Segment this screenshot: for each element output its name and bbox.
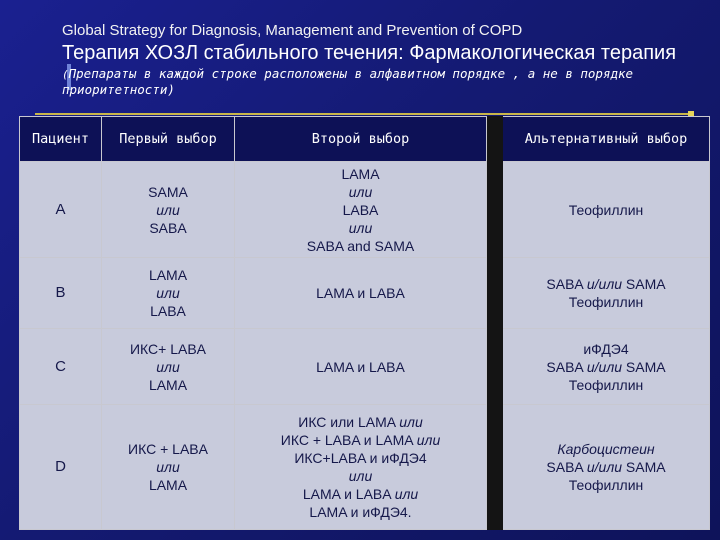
cell-line (237, 413, 484, 431)
cell-line: SAMA (148, 183, 188, 200)
header-spacer (487, 117, 503, 162)
cell-line (505, 275, 707, 293)
cell-text-or: или (416, 432, 441, 448)
table-row (20, 162, 710, 258)
cell-text-or: и/или (586, 459, 623, 475)
alternative-cell (503, 162, 710, 258)
spacer-cell (487, 405, 503, 530)
cell-line: Теофиллин (568, 201, 644, 218)
cell-line: ИКС + LABA (128, 441, 208, 457)
cell-text-or: или (394, 486, 419, 502)
cell-line: LAMA и иФДЭ4. (309, 504, 412, 520)
cell-text: LAMA и LABA (302, 486, 395, 502)
cell-line: LAMA (148, 376, 188, 393)
cell-line-or: или (156, 285, 180, 301)
alternative-cell (503, 405, 710, 530)
cell-text-or: и/или (586, 276, 623, 292)
spacer-cell (487, 329, 503, 405)
first-choice-cell (102, 329, 235, 405)
cell-text: SABA (546, 358, 587, 375)
cell-line: LABA (342, 201, 379, 218)
cell-line (505, 358, 707, 376)
patient-cell: B (20, 258, 102, 329)
therapy-table (19, 116, 710, 530)
patient-cell: D (20, 405, 102, 530)
cell-line-or: или (156, 358, 180, 375)
cell-line (505, 458, 707, 476)
patient-cell: C (20, 329, 102, 405)
cell-line-or: или (348, 468, 373, 484)
header-second-choice: Второй выбор (235, 117, 487, 162)
cell-line: Теофиллин (568, 294, 644, 310)
cell-line (237, 485, 484, 503)
cell-line-or: или (348, 183, 373, 200)
second-choice-cell (235, 258, 487, 329)
spacer-cell (487, 162, 503, 258)
cell-line-or: или (156, 201, 180, 218)
cell-text: SAMA (622, 358, 666, 375)
second-choice-cell (235, 162, 487, 258)
cell-line: Теофиллин (568, 477, 644, 493)
table-row (20, 405, 710, 530)
second-choice-cell (235, 329, 487, 405)
cell-text-or: или (399, 414, 423, 430)
first-choice-cell (102, 162, 235, 258)
cell-line: LAMA (148, 477, 188, 493)
cell-line: LAMA и LABA (316, 358, 405, 375)
cell-text: ИКС + LABA и LAMA (280, 432, 417, 448)
divider-line (35, 113, 692, 115)
cell-text: SAMA (622, 276, 666, 292)
header-first-choice: Первый выбор (102, 117, 235, 162)
table-row (20, 258, 710, 329)
cell-text-or: и/или (586, 358, 623, 375)
second-choice-cell (235, 405, 487, 530)
cell-line-or: или (348, 219, 373, 236)
first-choice-cell (102, 405, 235, 530)
ordering-note (62, 66, 702, 97)
cell-line: иФДЭ4 (583, 340, 629, 357)
cell-line: Теофиллин (568, 376, 644, 393)
cell-line: ИКС+ LABA (129, 340, 207, 357)
cell-line: SABA and SAMA (306, 237, 415, 254)
cell-line: Карбоцистеин (557, 441, 655, 457)
cell-line (237, 431, 484, 449)
alternative-cell (503, 258, 710, 329)
cell-text: SAMA (622, 459, 666, 475)
cell-line: SABA (149, 219, 187, 236)
cell-line: LAMA и LABA (316, 285, 405, 301)
cell-text: SABA (546, 459, 587, 475)
header-alternative-choice: Альтернативный выбор (503, 117, 710, 162)
first-choice-cell (102, 258, 235, 329)
cell-line-or: или (156, 459, 180, 475)
table-row (20, 329, 710, 405)
note-text: Препараты в каждой строке расположены в алфавитном порядке , а не в порядке приоритетности) (62, 66, 634, 97)
cell-text: SABA (546, 276, 587, 292)
note-open-paren: ( (62, 68, 69, 81)
alternative-cell (503, 329, 710, 405)
cell-line: LABA (150, 303, 186, 319)
cell-line: LAMA (148, 267, 188, 283)
cell-line: ИКС+LABA и иФДЭ4 (294, 450, 427, 466)
slide-title: Терапия ХОЗЛ стабильного течения: Фармакологическая терапия (62, 42, 677, 64)
cell-text: ИКС или LAMA (298, 414, 400, 430)
table-header-row (20, 117, 710, 162)
header-patient: Пациент (20, 117, 102, 162)
slide-subtitle: Global Strategy for Diagnosis, Management and Prevention of COPD (62, 22, 523, 39)
cell-line: LAMA (341, 165, 380, 182)
spacer-cell (487, 258, 503, 329)
patient-cell: A (20, 162, 102, 258)
